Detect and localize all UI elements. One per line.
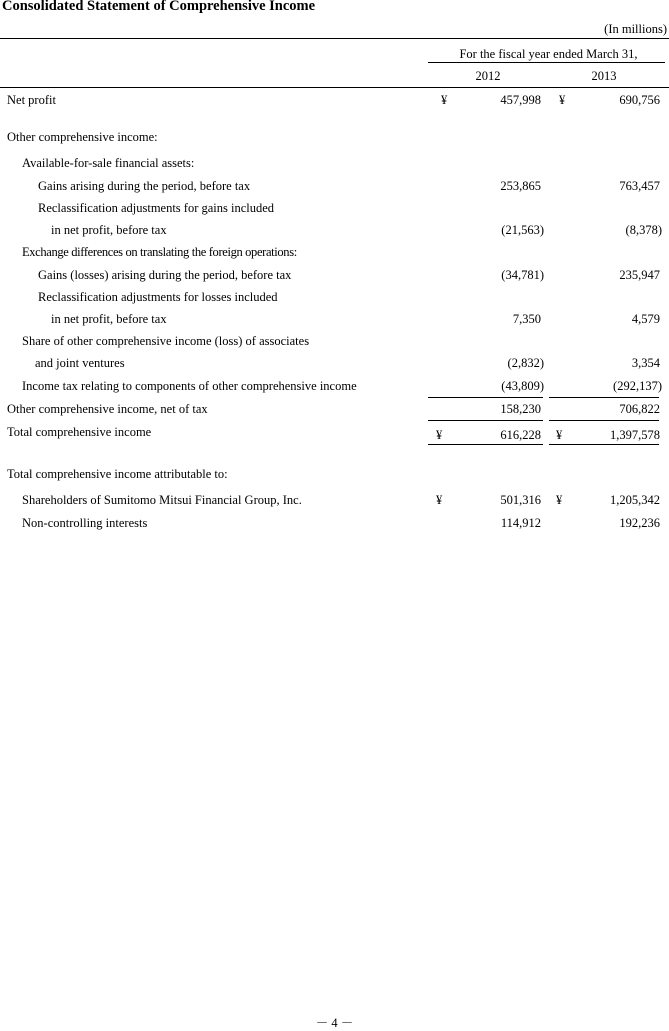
- table-row: [0, 201, 669, 219]
- row-label: Shareholders of Sumitomo Mitsui Financial Group, Inc.: [22, 493, 302, 507]
- value-2012: 7,350: [512, 312, 541, 326]
- table-row: [0, 223, 669, 241]
- yen-symbol: ¥: [559, 93, 566, 107]
- subtotal-rule-2012: [428, 397, 543, 398]
- value-2013: 235,947: [619, 268, 660, 282]
- value-2013: (8,378): [625, 223, 662, 237]
- value-2012: (21,563): [501, 223, 544, 237]
- table-row: [0, 379, 669, 397]
- value-2012: 457,998: [500, 93, 541, 107]
- year-header-2012: 2012: [475, 69, 501, 83]
- value-2013: 1,397,578: [610, 428, 660, 442]
- value-2013: 706,822: [619, 402, 660, 416]
- subsection-label: Exchange differences on translating the foreign operations:: [22, 245, 297, 259]
- row-label: in net profit, before tax: [51, 223, 167, 237]
- table-row: [0, 245, 669, 263]
- value-2013: 3,354: [631, 356, 660, 370]
- table-row: [0, 268, 669, 286]
- table-row-net-profit: [0, 93, 669, 111]
- table-row: [0, 312, 669, 330]
- period-header-rule: [428, 62, 665, 63]
- value-2013: 690,756: [619, 93, 660, 107]
- value-2012: 158,230: [500, 402, 541, 416]
- value-2012: 253,865: [500, 179, 541, 193]
- section-label: Other comprehensive income:: [7, 130, 158, 144]
- table-row: [0, 516, 669, 534]
- row-label: and joint ventures: [35, 356, 125, 370]
- header-bottom-rule: [0, 87, 669, 88]
- value-2012: 501,316: [500, 493, 541, 507]
- value-2012: 616,228: [500, 428, 541, 442]
- total-rule-2012: [428, 420, 543, 421]
- period-header: For the fiscal year ended March 31,: [459, 47, 638, 61]
- value-2012: (2,832): [507, 356, 544, 370]
- value-2013: 192,236: [619, 516, 660, 530]
- table-row: [0, 356, 669, 374]
- table-top-rule: [0, 38, 669, 39]
- subtotal-rule-2013: [549, 397, 659, 398]
- row-label: Total comprehensive income: [7, 425, 152, 439]
- row-label: Reclassification adjustments for losses included: [38, 290, 278, 304]
- value-2012: (34,781): [501, 268, 544, 282]
- value-2013: (292,137): [613, 379, 662, 393]
- year-header-2013: 2013: [591, 69, 617, 83]
- table-row: [0, 493, 669, 511]
- row-label: in net profit, before tax: [51, 312, 167, 326]
- table-row: [0, 179, 669, 197]
- value-2012: (43,809): [501, 379, 544, 393]
- yen-symbol: ¥: [441, 93, 448, 107]
- table-row: [0, 467, 669, 485]
- double-rule-2013-a: [549, 444, 659, 445]
- row-label: Income tax relating to components of other comprehensive income: [22, 379, 357, 393]
- yen-symbol: ¥: [436, 493, 443, 507]
- page-number: － 4 －: [315, 1016, 354, 1030]
- value-2013: 763,457: [619, 179, 660, 193]
- section-label: Total comprehensive income attributable to:: [7, 467, 228, 481]
- subsection-label: Available-for-sale financial assets:: [22, 156, 195, 170]
- row-label: Net profit: [7, 93, 56, 107]
- table-row: [0, 334, 669, 352]
- total-rule-2013: [549, 420, 659, 421]
- yen-symbol: ¥: [556, 428, 563, 442]
- row-label: Gains arising during the period, before tax: [38, 179, 251, 193]
- double-rule-2012-a: [428, 444, 543, 445]
- value-2012: 114,912: [500, 516, 541, 530]
- row-label: Reclassification adjustments for gains included: [38, 201, 275, 215]
- yen-symbol: ¥: [436, 428, 443, 442]
- table-row: [0, 402, 669, 420]
- row-label: Non-controlling interests: [22, 516, 148, 530]
- value-2013: 1,205,342: [610, 493, 660, 507]
- table-row: [0, 290, 669, 308]
- value-2013: 4,579: [631, 312, 660, 326]
- row-label: Other comprehensive income, net of tax: [7, 402, 208, 416]
- table-row: [0, 130, 669, 148]
- row-label: Gains (losses) arising during the period, before tax: [38, 268, 292, 282]
- yen-symbol: ¥: [556, 493, 563, 507]
- units-note: (In millions): [604, 22, 667, 36]
- table-row-total: [0, 425, 669, 443]
- table-row: [0, 156, 669, 174]
- row-label: Share of other comprehensive income (loss) of associates: [22, 334, 310, 348]
- page-title: Consolidated Statement of Comprehensive Income: [2, 0, 316, 14]
